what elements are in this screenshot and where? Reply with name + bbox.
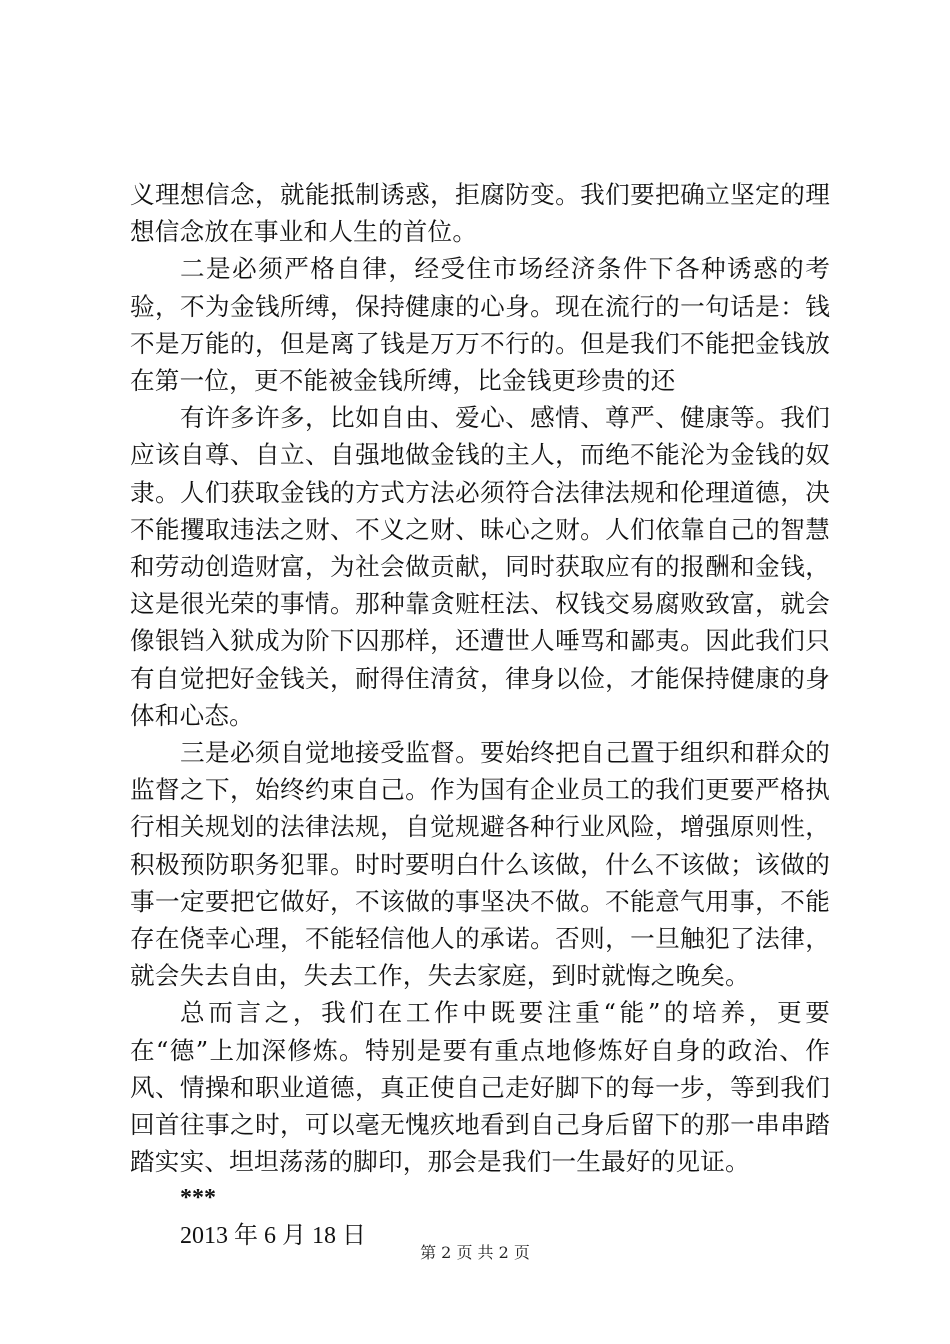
- page-number: 第 2 页 共 2 页: [420, 1243, 530, 1262]
- paragraph-point-two: 二是必须严格自律，经受住市场经济条件下各种诱惑的考验，不为金钱所缚，保持健康的心身。现在流行的一句话是：钱不是万能的，但是离了钱是万万不行的。但是我们不能把金钱放在第一位，更不能被金钱所缚，比金钱更珍贵的还: [130, 254, 830, 396]
- page-footer: [0, 1243, 950, 1263]
- document-body: [130, 176, 830, 1255]
- document-date: 2013 年 6 月 18 日: [180, 1222, 366, 1249]
- paragraph-point-two-cont: 有许多许多，比如自由、爱心、感情、尊严、健康等。我们应该自尊、自立、自强地做金钱的主人，而绝不能沦为金钱的奴隶。人们获取金钱的方式方法必须符合法律法规和伦理道德，决不能攫取违法之财、不义之财、昧心之财。人们依靠自己的智慧和劳动创造财富，为社会做贡献，同时获取应有的报酬和金钱，这是很光荣的事情。那种靠贪赃枉法、权钱交易腐败致富，就会像银铛入狱成为阶下囚那样，还遭世人唾骂和鄙夷。因此我们只有自觉把好金钱关，耐得住清贫，律身以俭，才能保持健康的身体和心态。: [130, 403, 830, 730]
- signature: ***: [180, 1185, 216, 1212]
- paragraph-conclusion: 总而言之，我们在工作中既要注重“能”的培养，更要在“德”上加深修炼。特别是要有重点地修炼好自身的政治、作风、情操和职业道德，真正使自己走好脚下的每一步，等到我们回首往事之时，可以毫无愧疚地看到自己身后留下的那一串串踏踏实实、坦坦荡荡的脚印，那会是我们一生最好的见证。: [130, 998, 830, 1177]
- paragraph-point-three: 三是必须自觉地接受监督。要始终把自己置于组织和群众的监督之下，始终约束自己。作为国有企业员工的我们更要严格执行相关规划的法律法规，自觉规避各种行业风险，增强原则性，积极预防职务犯罪。时时要明白什么该做，什么不该做；该做的事一定要把它做好，不该做的事坚决不做。不能意气用事，不能存在侥幸心理，不能轻信他人的承诺。否则，一旦触犯了法律，就会失去自由，失去工作，失去家庭，到时就悔之晚矣。: [130, 738, 830, 991]
- paragraph-continuation: 义理想信念，就能抵制诱惑，拒腐防变。我们要把确立坚定的理想信念放在事业和人生的首位。: [130, 180, 830, 247]
